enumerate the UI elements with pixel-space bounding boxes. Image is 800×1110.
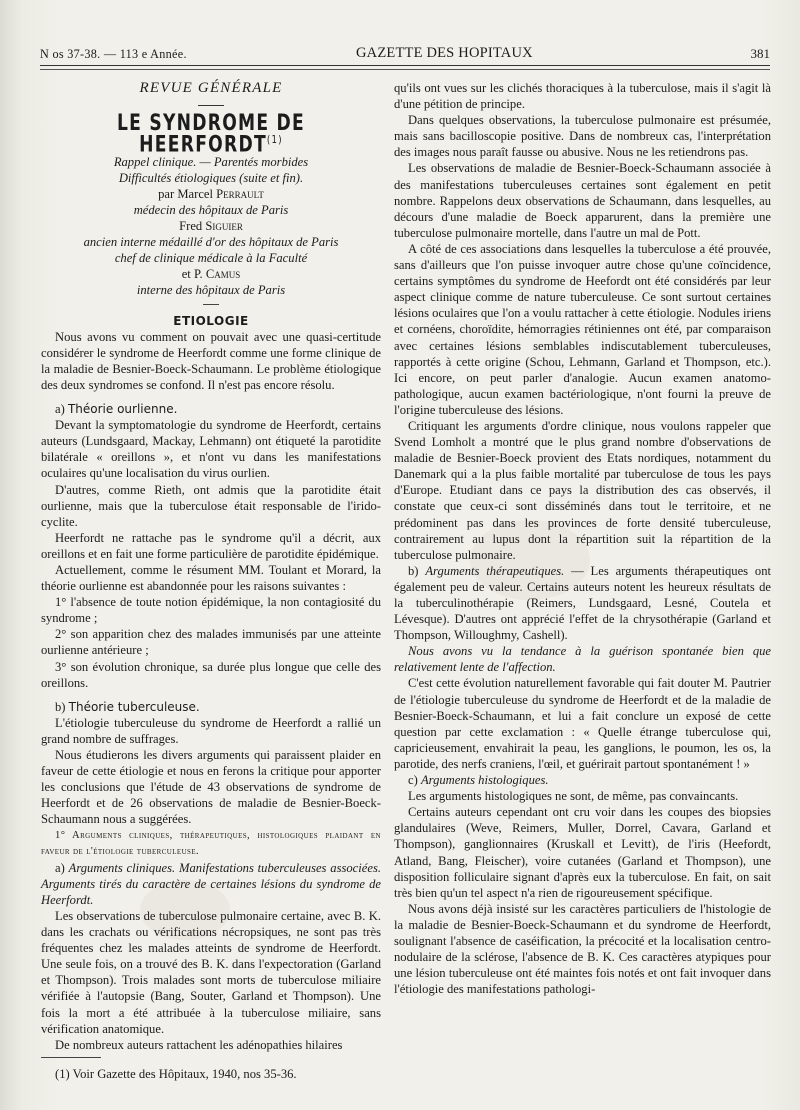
subsection-title: Arguments histologiques. — [420, 773, 549, 788]
subsection-label: a) — [55, 860, 69, 875]
paragraph: Heerfordt ne rattache pas le syndrome qu'il a décrit, aux oreillons et en fait une forme particulière de parotidite épidémique. — [41, 530, 381, 561]
subtitle: Difficultés étiologiques (suite et fin). — [118, 170, 304, 185]
page-number: 381 — [750, 46, 770, 61]
author-prefix: Fred — [179, 218, 206, 233]
subsection-label: c) — [408, 773, 421, 788]
paragraph — [394, 563, 771, 643]
subsection-title: Théorie tuberculeuse. — [68, 699, 200, 714]
article-title-text: LE SYNDROME DE HEERFORDT — [116, 111, 306, 158]
paragraph: D'autres, comme Rieth, ont admis que la parotidite était ourlienne, mais que la tuberculose était responsable de l'irido-cyclite. — [41, 482, 381, 529]
byline — [41, 154, 381, 298]
paragraph: Nous avons vu comment on pouvait avec une quasi-certitude considérer le syndrome de Heerfordt comme une forme clinique de la maladie de Besnier-Boeck-Schaumann. Le problème étiologique des deux syndromes se confond. Il n'est pas encore résolu. — [41, 329, 381, 392]
subsection-label: a) — [55, 402, 68, 417]
subsection-title: Arguments cliniques. Manifestations tuberculeuses associées. Arguments tirés du caractère de certaines lésions du syndrome de Heerfordt. — [41, 860, 382, 907]
subsection-heading — [394, 772, 771, 788]
author — [41, 186, 381, 202]
paragraph: Nous étudierons les divers arguments qui paraissent plaider en faveur de cette étiologie et nous en ferons la critique pour apporter les conclusions que l'étude de 43 observations de syndrome de Heerfordt et de 26 observations de maladie de Besnier-Boeck-Schaumann nous a suggérées. — [41, 748, 381, 827]
paragraph: Nous avons déjà insisté sur les caractères particuliers de l'histologie de la maladie de Besnier-Boeck-Schaumann et du syndrome de Heerfordt, soulignant l'absence de caséification, la précocité et la localisation centro-nodulaire de la sclérose, l'absence de B. K. Ces caractères atypiques pour une lésion tuberculeuse ont été maintes fois notés et ont fait invoquer dans l'étiologie des manifestations pathologi- — [394, 901, 771, 997]
argument-heading: 1° Arguments cliniques, thérapeutiques, histologiques plaidant en faveur de l'étiologie tuberculeuse. — [41, 829, 381, 857]
subsection-title: Théorie ourlienne. — [67, 402, 178, 417]
article-title — [78, 111, 343, 158]
paragraph: Actuellement, comme le résument MM. Toulant et Morard, la théorie ourlienne est abandonnée pour les raisons suivantes : — [41, 563, 381, 594]
paragraph: Devant la symptomatologie du syndrome de Heerfordt, certains auteurs (Lundsgaard, Mackay, Lehmann) ont étiqueté la parotidite bilatérale « oreillons », et n'ont vu dans les manifestations oculaires qu'une localisation du virus ourlien. — [41, 418, 381, 481]
author-role: interne des hôpitaux de Paris — [136, 282, 286, 297]
divider — [203, 304, 219, 305]
paragraph: Certains auteurs cependant ont cru voir dans les coupes des biopsies glandulaires (Weve, Reimers, Muller, Dorrel, Cavara, Garland et Thompson), ganglionnaires (Kruskall et Levitt), de l'iris (Heefordt, Atland, Bang, Fleischer), voire cutanées (Garland et Thompson), une disposition folliculaire signant d'après eux la tuberculose. En fait, on sait très bien qu'un tel aspect n'a rien de rigoureusement spécifique. — [394, 805, 771, 900]
paragraph: Les arguments histologiques ne sont, de même, pas convaincants. — [408, 789, 739, 804]
divider — [198, 105, 224, 106]
author — [41, 266, 381, 282]
subsection-title: Arguments thérapeutiques. — [425, 563, 565, 578]
list-item: 1° l'absence de toute notion épidémique, la non contagiosité du syndrome ; — [41, 595, 381, 626]
running-header — [40, 44, 770, 64]
section-heading: REVUE GÉNÉRALE — [139, 80, 283, 96]
subsection-heading — [41, 401, 381, 417]
author-name: Siguier — [205, 218, 243, 233]
paragraph: De nombreux auteurs rattachent les adénopathies hilaires — [55, 1037, 343, 1052]
list-item: 2° son apparition chez des malades immunisés par une atteinte ourlienne antérieure ; — [41, 627, 381, 658]
paragraph: Dans quelques observations, la tuberculose pulmonaire est présumée, mais sans bacilloscopie positive. Dans de nombreux cas, l'interprétation des images nous paraît fausse ou abusive. Nous ne les retiendrons pas. — [394, 113, 771, 160]
right-column — [394, 80, 771, 997]
paragraph-text: — Les arguments thérapeutiques ont également peu de valeur. Certains auteurs notent les heureux résultats de la tuberculinothérapie (Reimers, Lundsgaard, Lesné, Coutela et Lévesque). D'autres ont apprécié l'effet de la chrysothérapie (Garland et Thompson, Willoughmy, Cashell). — [394, 563, 772, 643]
paragraph: Les observations de maladie de Besnier-Boeck-Schaumann associée à des manifestations tuberculeuses certaines sont également en petit nombre. Rappelons deux observations de Schaumann, dans lesquelles, au décours d'une maladie de Boeck apparurent, dans la première une tuberculose pulmonaire mortelle, dans l'autre un mal de Pott. — [394, 161, 771, 240]
author-prefix: par Marcel — [158, 186, 217, 201]
issue-number: N os 37-38. — 113 e Année. — [40, 47, 187, 61]
left-column — [41, 80, 381, 1082]
footnote: (1) Voir Gazette des Hôpitaux, 1940, nos 35-36. — [55, 1066, 297, 1081]
paragraph: qu'ils ont vues sur les clichés thoraciques à la tuberculose, mais il s'agit là d'une pétition de principe. — [394, 81, 771, 112]
author-name: Perrault — [216, 186, 264, 201]
author-role: ancien interne médaillé d'or des hôpitaux de Paris — [83, 234, 339, 249]
spacer — [41, 691, 381, 699]
list-item: 3° son évolution chronique, sa durée plus longue que celle des oreillons. — [41, 659, 381, 690]
paragraph: Les observations de tuberculose pulmonaire certaine, avec B. K. dans les crachats ou vérifications nécropsiques, ne sont pas très fréquentes chez les malades atteints de syndrome de Heerfordt. Une seule fois, on a trouvé des B. K. dans l'expectoration (Garland et Thompson). Trois malades sont morts de tuberculose miliaire vérifiée à l'autopsie (Bang, Souter, Garland et Thompson). Une fois la mort a été attribuée à la tuberculose miliaire, sans vérification anatomique. — [41, 908, 381, 1036]
section-title: ETIOLOGIE — [173, 313, 249, 328]
subsection-heading — [41, 699, 381, 715]
subtitle: Rappel clinique. — Parentés morbides — [113, 154, 309, 169]
subsection-label: b) — [408, 563, 426, 578]
journal-name: GAZETTE DES HOPITAUX — [356, 45, 533, 61]
header-rule-thin — [40, 69, 770, 70]
paragraph: C'est cette évolution naturellement favorable qui fait douter M. Pautrier de l'étiologie tuberculeuse du syndrome de Heerfordt et de la maladie de Besnier-Boeck-Schaumann, et lui a fait conclure un exposé de cette question par cette exclamation : « Quelle étrange tuberculose qui, capricieusement, envahirait la peau, les ganglions, le poumon, les os, la parotide, des nerfs craniens, l'œil, et guérirait partout spontanément ! » — [394, 676, 771, 771]
paragraph: Critiquant les arguments d'ordre clinique, nous voulons rappeler que Svend Lomholt a montré que le plus grand nombre d'observations de maladie de Besnier-Boeck provient des Etats nordiques, notamment du Danemark qui a la plus faible mortalité par tuberculose de tous les pays d'Europe. Etudiant dans ce pays la distribution des cas observés, il constate que ceux-ci sont disséminés dans tout le territoire, et ne prédominent pas dans les provinces de forte densité tuberculeuse, contrairement au lupus dont la répartition suit la répartition de la tuberculose pulmonaire. — [394, 418, 771, 562]
footnote-rule — [41, 1057, 101, 1058]
author — [41, 218, 381, 234]
author-prefix: et P. — [181, 266, 206, 281]
subsection-label: b) — [55, 699, 69, 714]
paragraph: L'étiologie tuberculeuse du syndrome de Heerfordt a rallié un grand nombre de suffrages. — [41, 715, 381, 746]
paragraph: A côté de ces associations dans lesquelles la tuberculose a été prouvée, sans d'ailleurs que l'on puisse invoquer autre chose qu'une coïncidence, certains symptômes du syndrome de Heefordt ont été considérés par leur aspect clinique comme de nature tuberculeuse. Ce sont surtout certaines lésions oculaires que l'on a voulu rattacher à cette étiologie. Nodules iriens et cornéens, choroïdite, hémorragies rétiniennes ont été, par comparaison avec certaines lésions semblables indiscutablement tuberculeuses, rapportés à cette origine (Schou, Lehmann, Garland et Thompson, etc.). Ici encore, on peut parler d'analogie. Aucun examen anatomo-pathologique, aucun examen bactériologique, n'ont fourni la preuve de l'origine tuberculeuse des lésions. — [394, 241, 771, 417]
paragraph: Nous avons vu la tendance à la guérison spontanée bien que relativement lente de l'affection. — [394, 644, 771, 675]
argument-subheading — [41, 860, 381, 908]
footnote-ref: (1) — [266, 133, 283, 147]
author-role: médecin des hôpitaux de Paris — [133, 202, 289, 217]
spacer — [41, 393, 381, 401]
header-rule — [40, 65, 770, 66]
author-name: Camus — [205, 266, 241, 281]
author-role: chef de clinique médicale à la Faculté — [114, 250, 308, 265]
